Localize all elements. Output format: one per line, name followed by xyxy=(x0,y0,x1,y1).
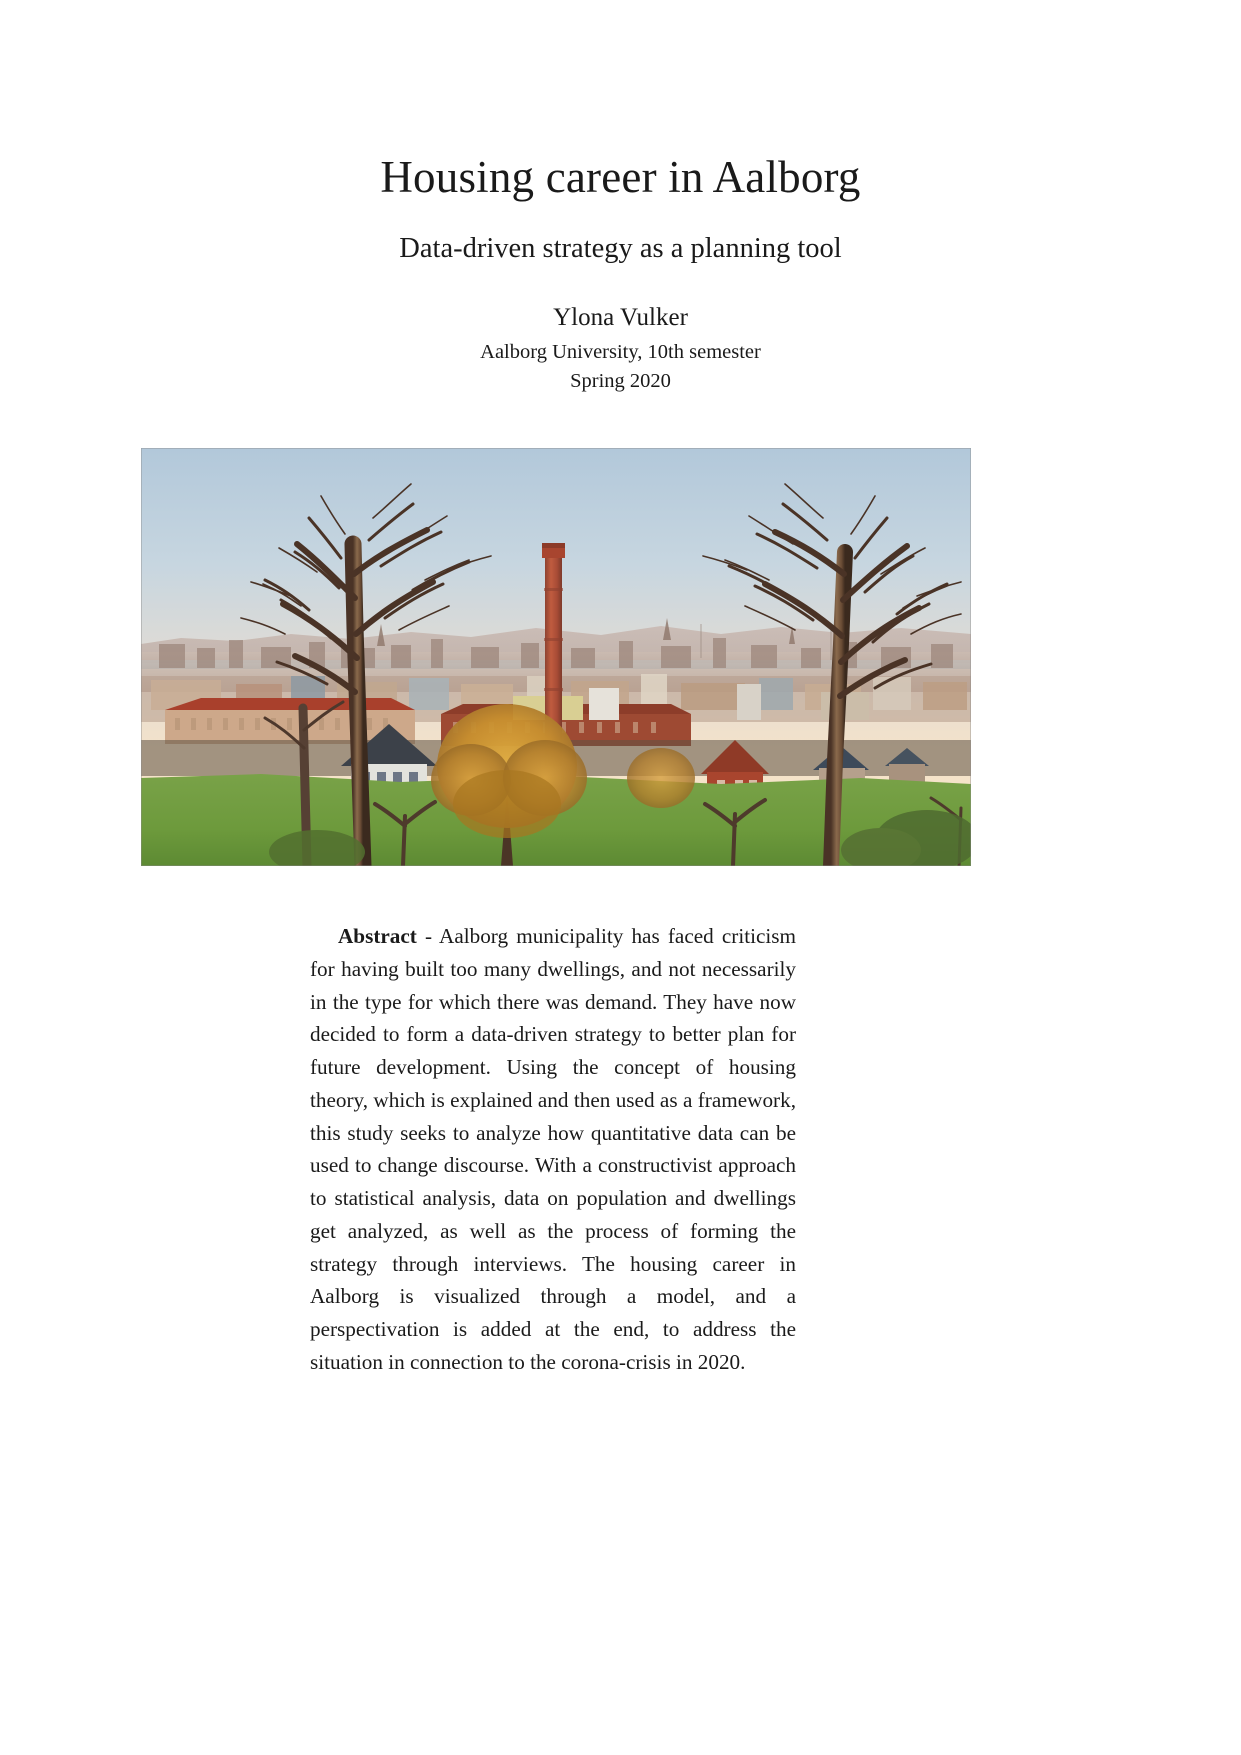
publication-date: Spring 2020 xyxy=(570,369,671,392)
author-affiliation: Aalborg University, 10th semester xyxy=(480,341,761,363)
abstract-section xyxy=(310,920,796,1379)
author-block xyxy=(0,305,1241,391)
author-name: Ylona Vulker xyxy=(553,304,688,331)
abstract-separator: - xyxy=(416,924,440,948)
abstract-paragraph xyxy=(310,920,796,1379)
cover-photograph xyxy=(141,448,971,866)
page-subtitle: Data-driven strategy as a planning tool xyxy=(399,233,842,265)
aalborg-skyline-illustration xyxy=(141,448,971,866)
abstract-body: Aalborg municipality has faced criticism for having built too many dwellings, and not necessarily in the type for which there was demand. They have now decided to form a data-driven strategy to better plan for future development. Using the concept of housing theory, which is explained and then used as a framework, this study seeks to analyze how quantitative data can be used to change discourse. With a constructivist approach to statistical analysis, data on population and dwellings get analyzed, as well as the process of forming the strategy through interviews. The housing career in Aalborg is visualized through a model, and a perspectivation is added at the end, to address the situation in connection to the corona-crisis in 2020. xyxy=(310,924,796,1374)
abstract-label: Abstract xyxy=(338,924,417,948)
autumn-tree-right xyxy=(627,748,695,808)
page-title: Housing career in Aalborg xyxy=(380,152,861,202)
title-block xyxy=(0,152,1241,267)
